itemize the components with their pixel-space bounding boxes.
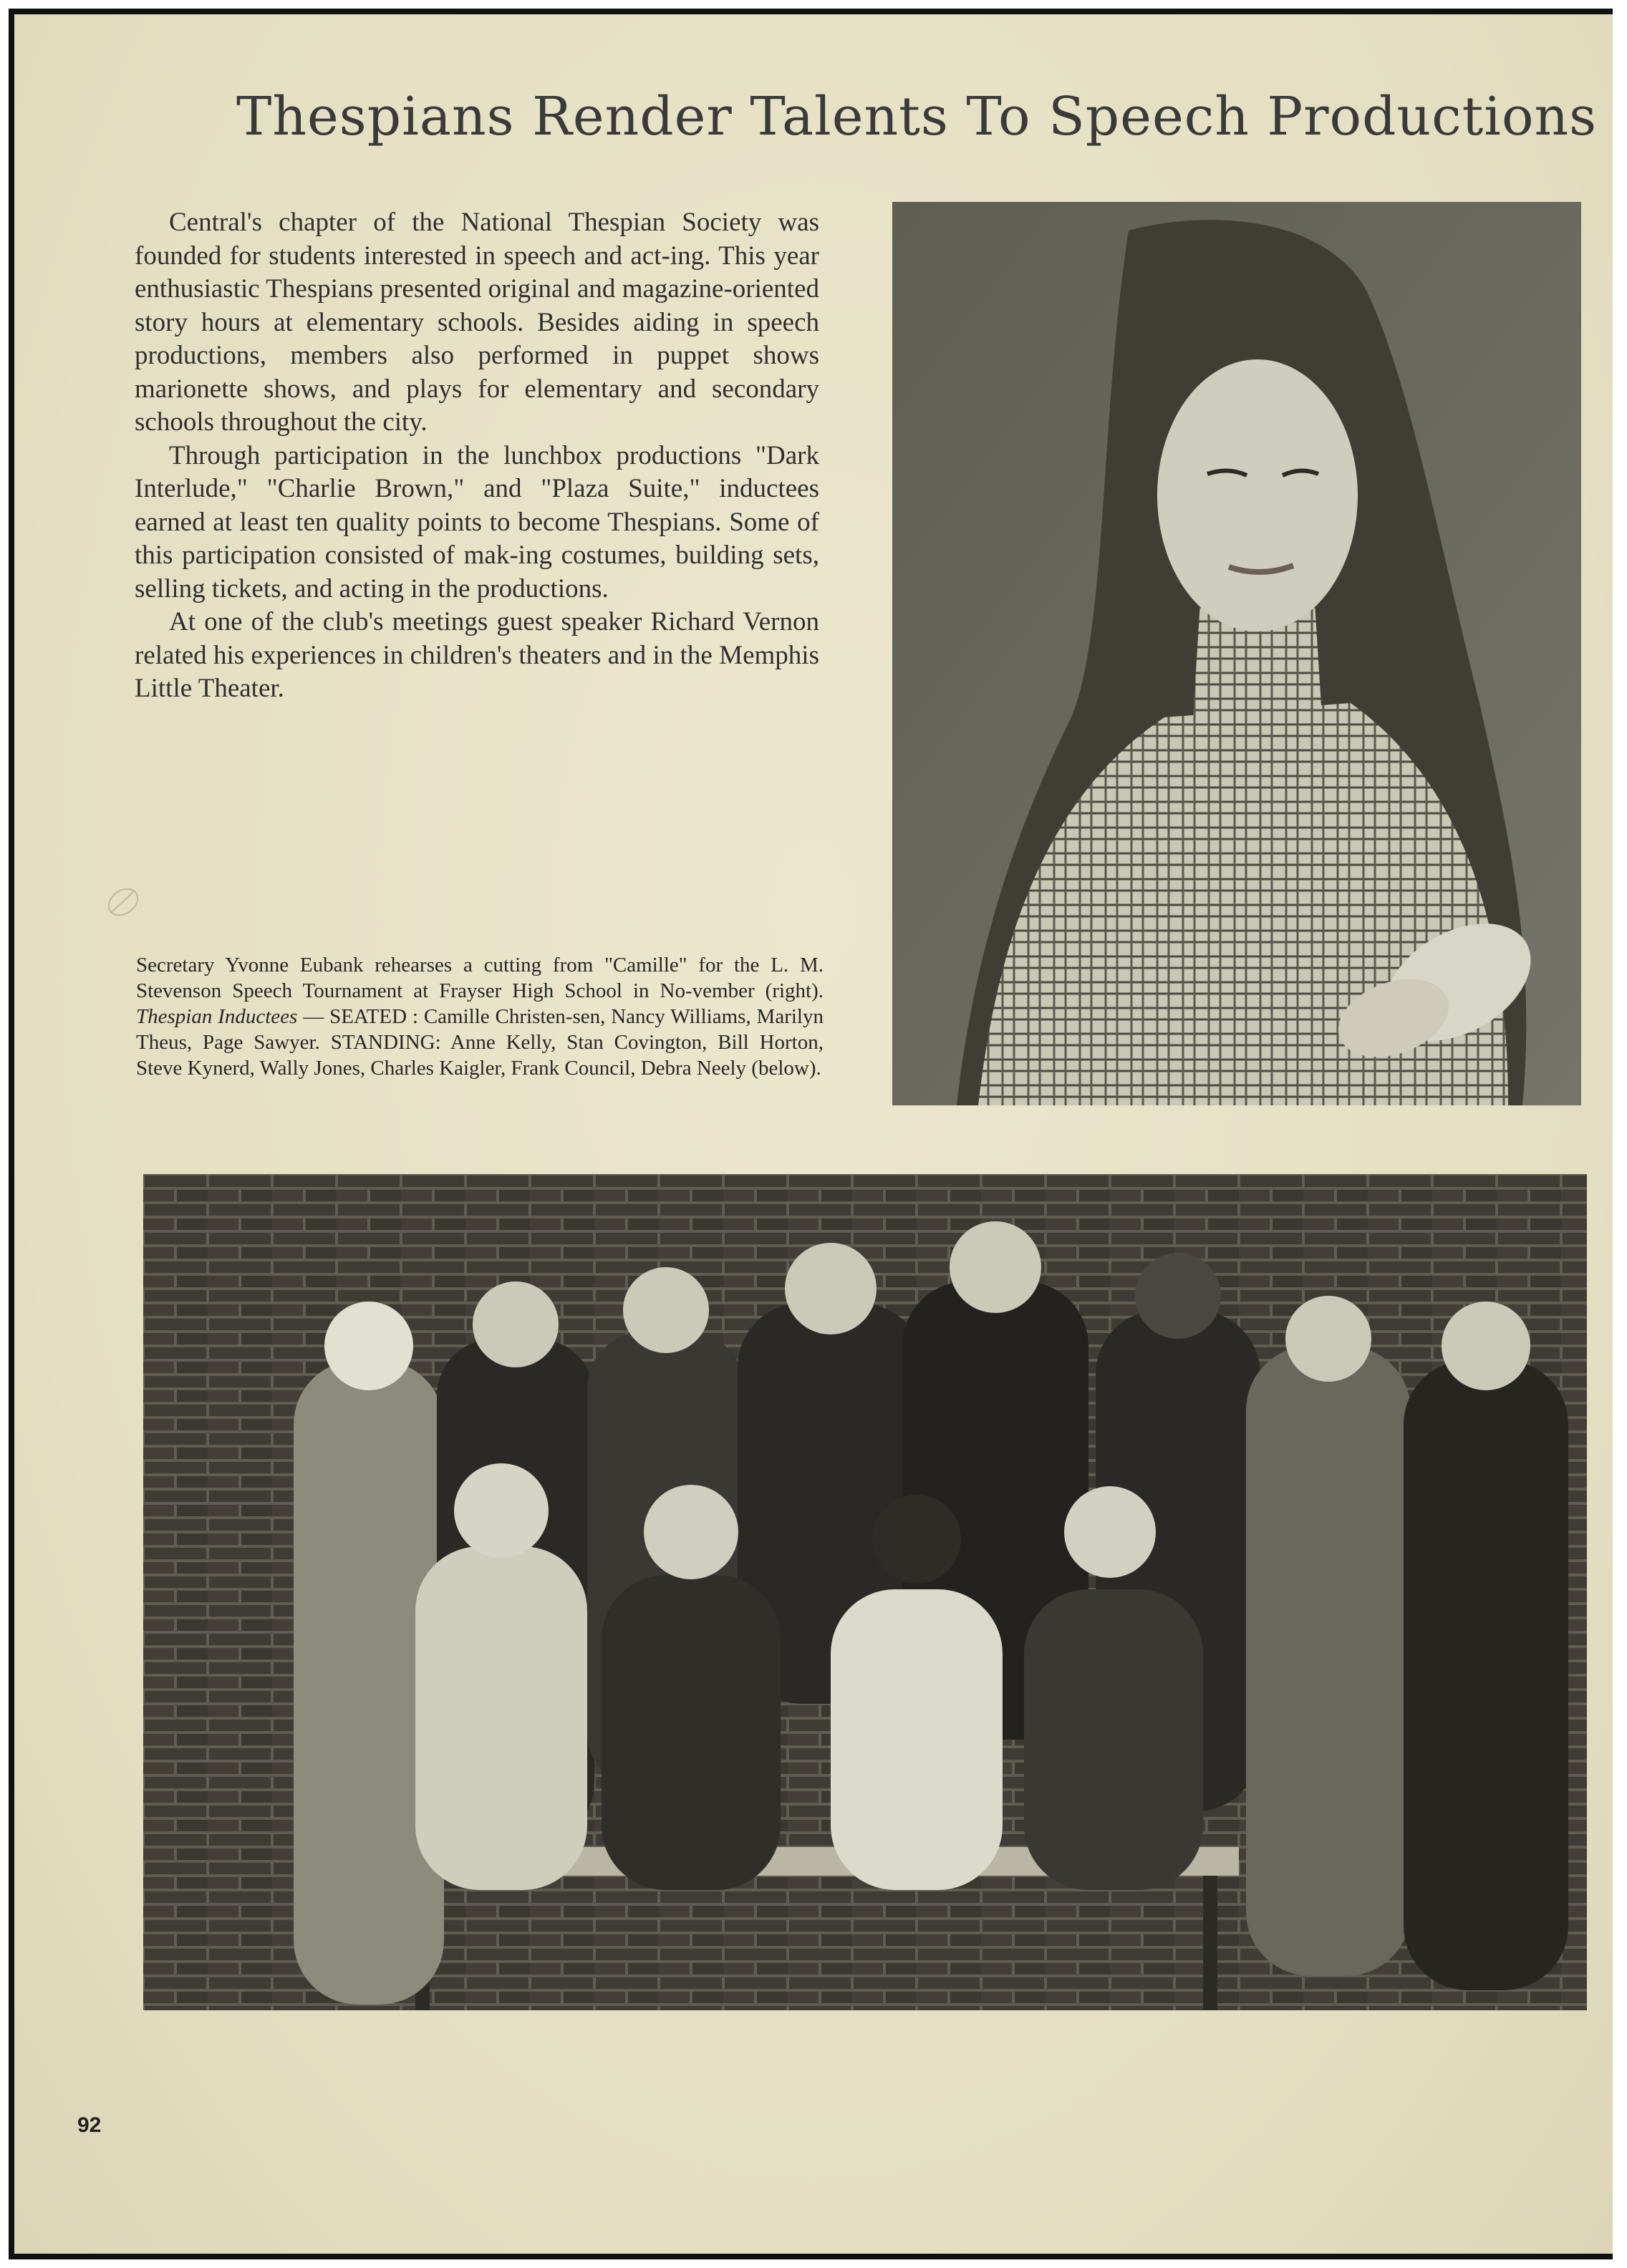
caption-group-label: Thespian Inductees <box>136 1005 298 1028</box>
article-paragraph: At one of the club's meetings guest speaker Richard Vernon related his experiences in children's theaters and in the Memphis Little Theater. <box>135 607 819 703</box>
group-photo <box>143 1174 1587 2010</box>
article-body <box>135 206 819 706</box>
portrait-photo-image <box>892 202 1581 1105</box>
leaf-ornament-icon <box>102 882 143 924</box>
article-paragraph: Central's chapter of the National Thespian Society was founded for students interested in speech and act-ing. This year enthusiastic Thespians presented original and magazine-oriented story hours at elementary schools. Besides aiding in speech productions, members also performed in puppet shows marionette shows, and plays for elementary and secondary schools throughout the city. <box>135 208 819 437</box>
group-photo-image <box>143 1174 1587 2010</box>
photo-caption <box>136 952 824 1081</box>
caption-text: Secretary Yvonne Eubank rehearses a cutting from "Camille" for the L. M. Stevenson Speech Tournament at Frayser High School in No-vember (right). <box>136 954 824 1002</box>
caption-text: — SEATED : Camille Christen-sen, Nancy Williams, Marilyn Theus, Page Sawyer. STANDING: Anne Kelly, Stan Covington, Bill Horton, Steve Kynerd, Wally Jones, Charles Kaigler, Frank Council, Debra Neely (below). <box>136 1005 824 1080</box>
page-title: Thespians Render Talents To Speech Productions <box>236 86 1598 147</box>
portrait-photo <box>892 202 1581 1105</box>
page-number: 92 <box>77 2113 102 2137</box>
article-paragraph: Through participation in the lunchbox productions "Dark Interlude," "Charlie Brown," and "Plaza Suite," inductees earned at least ten quality points to become Thespians. Some of this participation consisted of mak-ing costumes, building sets, selling tickets, and acting in the productions. <box>135 440 819 604</box>
